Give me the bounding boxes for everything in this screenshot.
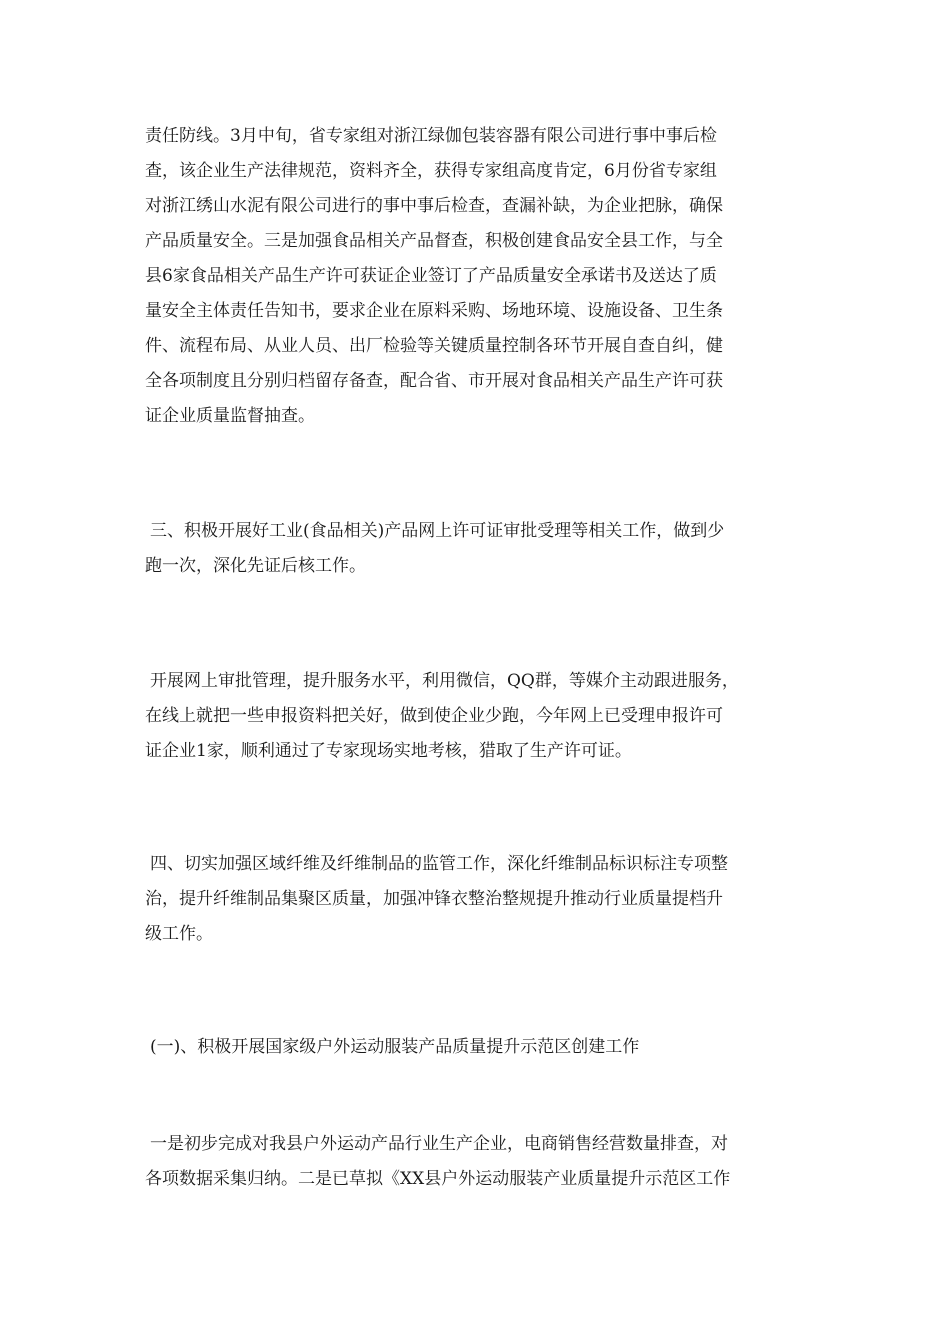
text-line: 一是初步完成对我县户外运动产品行业生产企业，电商销售经营数量排查，对 <box>150 1134 728 1154</box>
text-line: 开展网上审批管理，提升服务水平，利用微信，QQ群，等媒介主动跟进服务， <box>150 671 739 691</box>
text-line: 在线上就把一些申报资料把关好，做到使企业少跑，今年网上已受理申报许可 <box>145 706 723 726</box>
text-line: 量安全主体责任告知书，要求企业在原料采购、场地环境、设施设备、卫生条 <box>145 301 723 321</box>
text-line: 全各项制度且分别归档留存备查，配合省、市开展对食品相关产品生产许可获 <box>145 371 723 391</box>
text-line: 各项数据采集归纳。二是已草拟《XX县户外运动服装产业质量提升示范区工作 <box>145 1169 731 1189</box>
text-line: 四、切实加强区域纤维及纤维制品的监管工作，深化纤维制品标识标注专项整 <box>150 854 728 874</box>
text-line: 三、积极开展好工业(食品相关)产品网上许可证审批受理等相关工作，做到少 <box>150 521 725 541</box>
text-line: 责任防线。3月中旬，省专家组对浙江绿伽包装容器有限公司进行事中事后检 <box>145 126 717 146</box>
text-line: 县6家食品相关产品生产许可获证企业签订了产品质量安全承诺书及送达了质 <box>145 266 717 286</box>
text-line: 治，提升纤维制品集聚区质量，加强冲锋衣整治整规提升推动行业质量提档升 <box>145 889 723 909</box>
text-line: 产品质量安全。三是加强食品相关产品督查，积极创建食品安全县工作，与全 <box>145 231 723 251</box>
text-line: (一)、积极开展国家级户外运动服装产品质量提升示范区创建工作 <box>150 1037 640 1057</box>
text-line: 对浙江绣山水泥有限公司进行的事中事后检查，查漏补缺，为企业把脉，确保 <box>145 196 723 216</box>
text-line: 证企业质量监督抽查。 <box>145 406 315 426</box>
text-line: 件、流程布局、从业人员、出厂检验等关键质量控制各环节开展自查自纠，健 <box>145 336 723 356</box>
text-line: 证企业1家，顺利通过了专家现场实地考核，猎取了生产许可证。 <box>145 741 632 761</box>
text-line: 跑一次，深化先证后核工作。 <box>145 556 366 576</box>
text-line: 查，该企业生产法律规范，资料齐全，获得专家组高度肯定，6月份省专家组 <box>145 161 717 181</box>
text-line: 级工作。 <box>145 924 213 944</box>
